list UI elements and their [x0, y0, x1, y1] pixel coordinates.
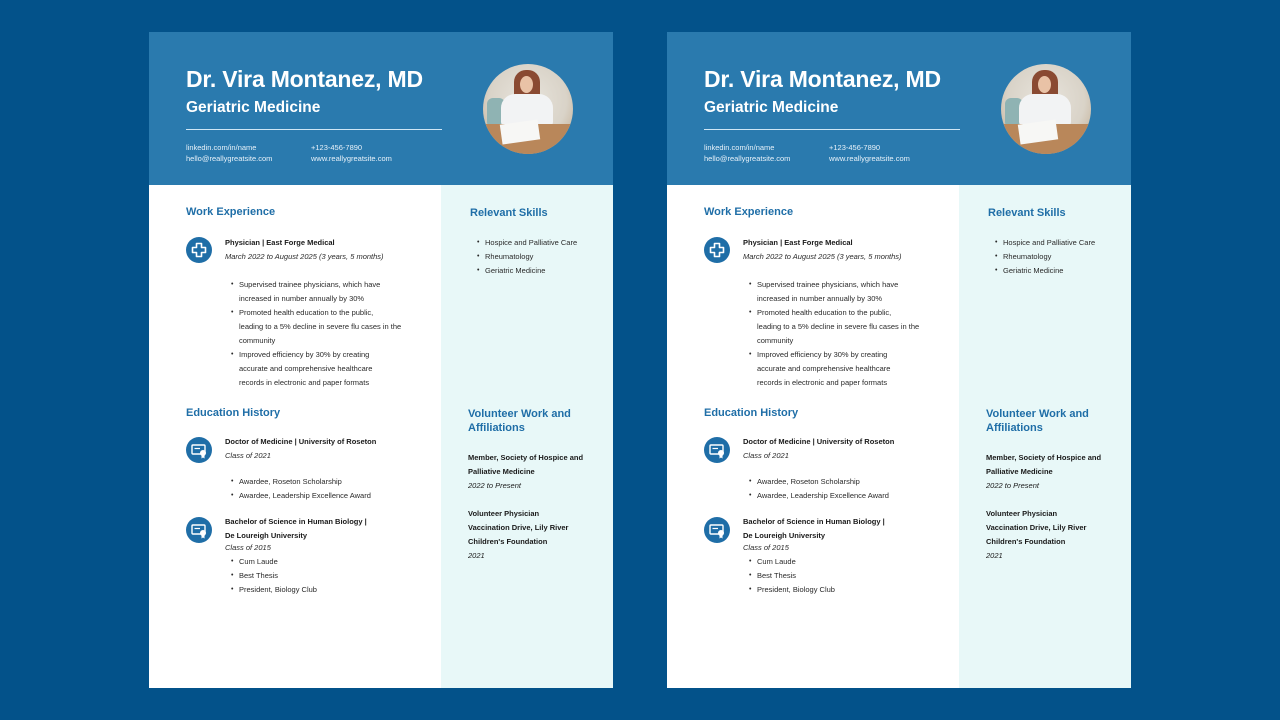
list-item: leading to a 5% decline in severe flu cases in the	[757, 322, 920, 331]
education-heading: Education History	[186, 407, 281, 419]
medical-cross-icon	[704, 237, 730, 263]
list-item: • Cum Laude	[231, 555, 317, 569]
resume-page-left	[149, 32, 613, 688]
work-dates: March 2022 to August 2025 (3 years, 5 months)	[225, 252, 384, 261]
work-title: Physician | East Forge Medical	[743, 238, 853, 247]
contact-column-2	[829, 142, 910, 164]
contact-column-1	[186, 142, 272, 164]
list-item: accurate and comprehensive healthcare	[757, 364, 891, 373]
skills-list	[995, 236, 1095, 278]
website-link: www.reallygreatsite.com	[311, 154, 392, 163]
header-divider	[186, 129, 442, 130]
list-item: • Hospice and Palliative Care	[995, 236, 1095, 250]
email-link: hello@reallygreatsite.com	[704, 154, 791, 163]
contact-column-2	[311, 142, 392, 164]
education-title-2: Bachelor of Science in Human Biology | De Loureigh University	[743, 517, 885, 540]
education-bullets-1	[231, 475, 371, 503]
volunteer-entry-2: Volunteer Physician Vaccination Drive, Lily River Children's Foundation 2021	[986, 509, 1087, 560]
list-item: • Awardee, Leadership Excellence Award	[749, 489, 889, 503]
education-bullets-2	[231, 555, 317, 597]
list-item: • Rheumatology	[477, 250, 577, 264]
resume-page-right	[667, 32, 1131, 688]
list-item: • Rheumatology	[995, 250, 1095, 264]
profile-photo	[483, 64, 573, 154]
list-item: • Awardee, Leadership Excellence Award	[231, 489, 371, 503]
skills-heading: Relevant Skills	[470, 207, 548, 219]
volunteer-entry-1: Member, Society of Hospice and Palliative Medicine 2022 to Present	[986, 453, 1102, 490]
list-item: records in electronic and paper formats	[239, 378, 370, 387]
certificate-icon	[186, 517, 212, 543]
work-bullets	[749, 278, 919, 390]
list-item: leading to a 5% decline in severe flu cases in the	[239, 322, 402, 331]
list-item: • Cum Laude	[749, 555, 835, 569]
list-item: • Improved efficiency by 30% by creating	[749, 348, 919, 362]
education-bullets-1	[749, 475, 889, 503]
education-title-2: Bachelor of Science in Human Biology | De Loureigh University	[225, 517, 367, 540]
work-experience-heading: Work Experience	[186, 206, 276, 218]
resume-sidebar	[959, 185, 1131, 688]
resume-header	[667, 32, 1131, 185]
list-item: • Best Thesis	[749, 569, 835, 583]
skills-heading: Relevant Skills	[988, 207, 1066, 219]
list-item: • Geriatric Medicine	[477, 264, 577, 278]
education-title-1: Doctor of Medicine | University of Roseton	[225, 437, 377, 446]
resume-specialty: Geriatric Medicine	[186, 99, 321, 116]
resume-name: Dr. Vira Montanez, MD	[704, 66, 941, 92]
profile-photo	[1001, 64, 1091, 154]
work-experience-heading: Work Experience	[704, 206, 794, 218]
certificate-icon	[704, 437, 730, 463]
list-item: • Best Thesis	[231, 569, 317, 583]
resume-specialty: Geriatric Medicine	[704, 99, 839, 116]
resume-sidebar	[441, 185, 613, 688]
list-item: • President, Biology Club	[749, 583, 835, 597]
phone-number: +123-456-7890	[311, 143, 363, 152]
education-bullets-2	[749, 555, 835, 597]
linkedin-link: linkedin.com/in/name	[186, 143, 257, 152]
list-item: • Hospice and Palliative Care	[477, 236, 577, 250]
list-item: • President, Biology Club	[231, 583, 317, 597]
list-item: accurate and comprehensive healthcare	[239, 364, 373, 373]
list-item: records in electronic and paper formats	[757, 378, 888, 387]
phone-number: +123-456-7890	[829, 143, 881, 152]
certificate-icon	[704, 517, 730, 543]
list-item: • Improved efficiency by 30% by creating	[231, 348, 401, 362]
email-link: hello@reallygreatsite.com	[186, 154, 273, 163]
list-item: • Promoted health education to the public,	[231, 306, 401, 320]
header-divider	[704, 129, 960, 130]
education-class-2: Class of 2015	[743, 543, 789, 552]
list-item: increased in number annually by 30%	[239, 294, 365, 303]
list-item: • Supervised trainee physicians, which have	[231, 278, 401, 292]
volunteer-entry-1: Member, Society of Hospice and Palliative Medicine 2022 to Present	[468, 453, 584, 490]
list-item: • Geriatric Medicine	[995, 264, 1095, 278]
medical-cross-icon	[186, 237, 212, 263]
work-bullets	[231, 278, 401, 390]
resume-name: Dr. Vira Montanez, MD	[186, 66, 423, 92]
volunteer-heading: Volunteer Work and Affiliations	[986, 408, 1089, 434]
education-class-1: Class of 2021	[225, 451, 271, 460]
list-item: increased in number annually by 30%	[757, 294, 883, 303]
list-item: community	[239, 336, 276, 345]
work-dates: March 2022 to August 2025 (3 years, 5 months)	[743, 252, 902, 261]
list-item: community	[757, 336, 794, 345]
website-link: www.reallygreatsite.com	[829, 154, 910, 163]
list-item: • Promoted health education to the public,	[749, 306, 919, 320]
volunteer-entry-2: Volunteer Physician Vaccination Drive, Lily River Children's Foundation 2021	[468, 509, 569, 560]
volunteer-heading: Volunteer Work and Affiliations	[468, 408, 571, 434]
linkedin-link: linkedin.com/in/name	[704, 143, 775, 152]
certificate-icon	[186, 437, 212, 463]
list-item: • Awardee, Roseton Scholarship	[749, 475, 889, 489]
education-class-1: Class of 2021	[743, 451, 789, 460]
list-item: • Awardee, Roseton Scholarship	[231, 475, 371, 489]
education-heading: Education History	[704, 407, 799, 419]
skills-list	[477, 236, 577, 278]
education-title-1: Doctor of Medicine | University of Roseton	[743, 437, 895, 446]
education-class-2: Class of 2015	[225, 543, 271, 552]
work-title: Physician | East Forge Medical	[225, 238, 335, 247]
list-item: • Supervised trainee physicians, which have	[749, 278, 919, 292]
resume-header	[149, 32, 613, 185]
contact-column-1	[704, 142, 790, 164]
